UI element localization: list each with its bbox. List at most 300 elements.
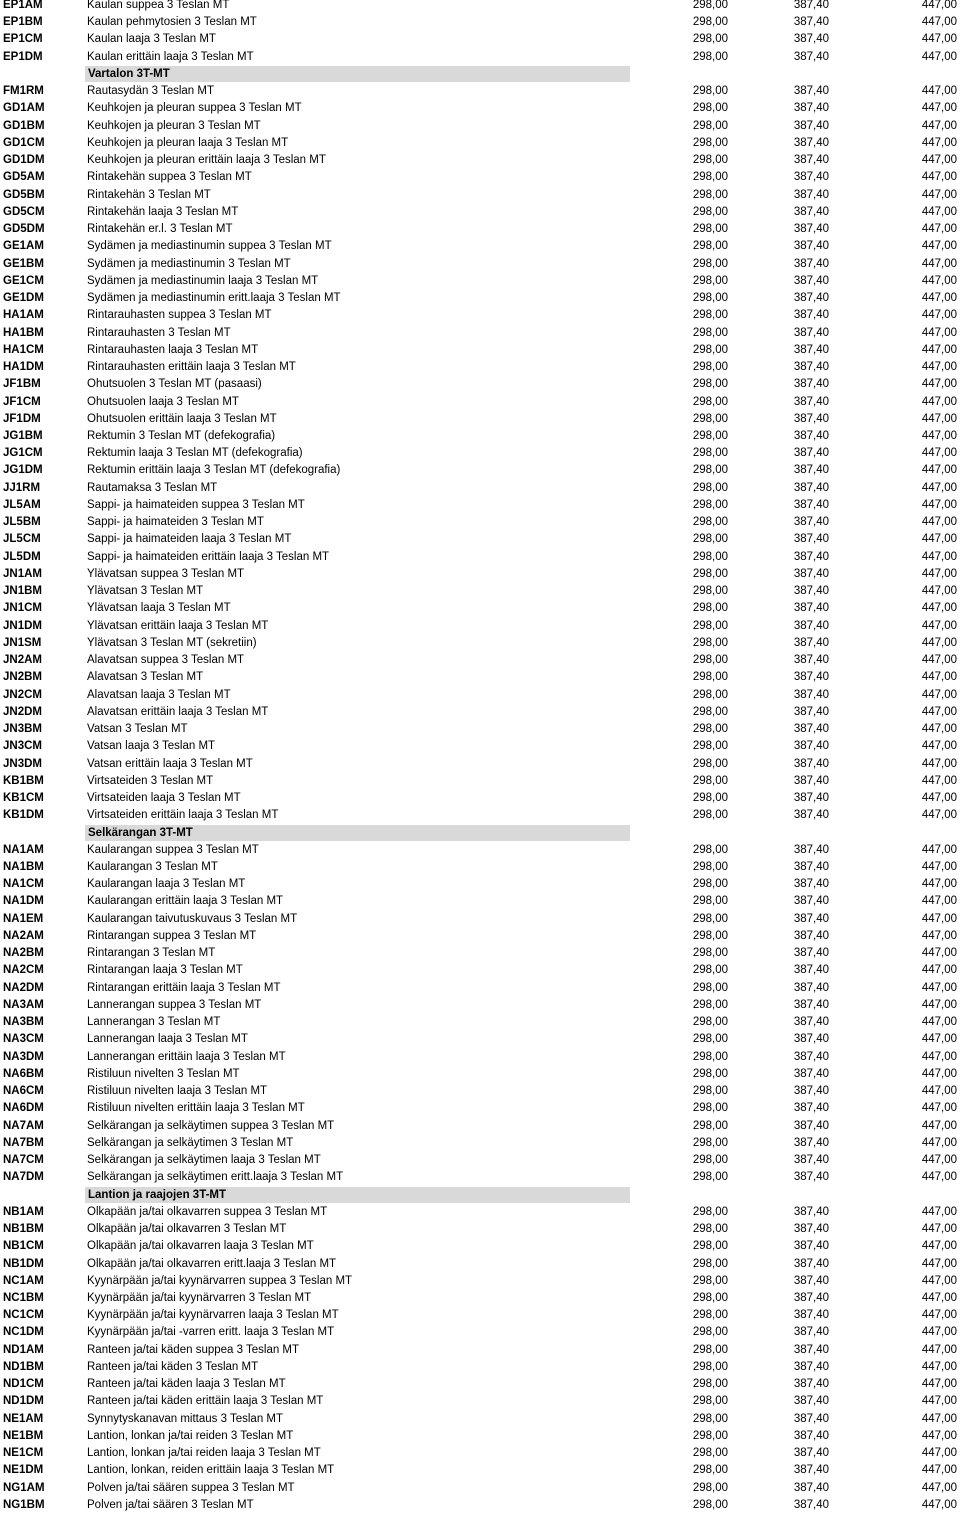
- row-code: JF1BM: [3, 378, 41, 391]
- price-3: 447,00: [921, 585, 957, 598]
- table-row: [0, 1169, 960, 1186]
- price-3: 447,00: [921, 292, 957, 305]
- price-2: 387,40: [793, 378, 829, 391]
- table-row: [0, 704, 960, 721]
- row-code: JN2AM: [3, 654, 42, 667]
- price-1: 298,00: [692, 1343, 728, 1356]
- table-row: [0, 1359, 960, 1376]
- row-description: Rintarauhasten laaja 3 Teslan MT: [87, 343, 259, 356]
- price-3: 447,00: [921, 688, 957, 701]
- price-2: 387,40: [793, 326, 829, 339]
- price-2: 387,40: [793, 1481, 829, 1494]
- price-1: 298,00: [692, 85, 728, 98]
- price-3: 447,00: [921, 998, 957, 1011]
- price-1: 298,00: [692, 636, 728, 649]
- row-description: Kaulan pehmytosien 3 Teslan MT: [87, 16, 257, 29]
- row-code: NA3BM: [3, 1016, 44, 1029]
- row-description: Virtsateiden 3 Teslan MT: [87, 774, 214, 787]
- price-3: 447,00: [921, 654, 957, 667]
- price-1: 298,00: [692, 912, 728, 925]
- price-1: 298,00: [692, 1223, 728, 1236]
- price-1: 298,00: [692, 1360, 728, 1373]
- row-code: JN1CM: [3, 602, 42, 615]
- row-code: JN3BM: [3, 723, 42, 736]
- price-2: 387,40: [793, 1464, 829, 1477]
- row-code: NA2BM: [3, 947, 44, 960]
- price-2: 387,40: [793, 929, 829, 942]
- row-description: Alavatsan 3 Teslan MT: [87, 671, 204, 684]
- row-description: Sappi- ja haimateiden erittäin laaja 3 Teslan MT: [87, 550, 330, 563]
- table-row: [0, 1049, 960, 1066]
- price-2: 387,40: [793, 171, 829, 184]
- table-row: [0, 290, 960, 307]
- price-1: 298,00: [692, 102, 728, 115]
- row-description: Vatsan 3 Teslan MT: [87, 723, 188, 736]
- row-description: Keuhkojen ja pleuran erittäin laaja 3 Teslan MT: [87, 154, 326, 167]
- price-3: 447,00: [921, 309, 957, 322]
- price-2: 387,40: [793, 188, 829, 201]
- price-1: 298,00: [692, 136, 728, 149]
- table-row: [0, 531, 960, 548]
- table-row: [0, 135, 960, 152]
- row-description: Selkärangan ja selkäytimen eritt.laaja 3 Teslan MT: [87, 1171, 344, 1184]
- price-3: 447,00: [921, 1016, 957, 1029]
- row-code: NA1AM: [3, 843, 44, 856]
- row-description: Ristiluun nivelten 3 Teslan MT: [87, 1067, 240, 1080]
- row-code: JJ1RM: [3, 481, 41, 494]
- row-description: Selkärangan ja selkäytimen suppea 3 Teslan MT: [87, 1119, 335, 1132]
- row-description: Kyynärpään ja/tai kyynärvarren 3 Teslan MT: [87, 1292, 312, 1304]
- row-code: NB1DM: [3, 1257, 44, 1270]
- row-code: NA1BM: [3, 861, 44, 873]
- table-row: [0, 1411, 960, 1428]
- row-code: JL5DM: [3, 550, 41, 563]
- price-2: 387,40: [793, 1085, 829, 1098]
- row-description: Synnytyskanavan mittaus 3 Teslan MT: [87, 1412, 284, 1425]
- price-2: 387,40: [793, 740, 829, 753]
- row-code: GD1BM: [3, 119, 45, 132]
- row-description: Rautamaksa 3 Teslan MT: [87, 481, 218, 494]
- section-header: Lantion ja raajojen 3T-MT: [85, 1187, 630, 1203]
- row-description: Kyynärpään ja/tai kyynärvarren laaja 3 Teslan MT: [87, 1309, 339, 1322]
- row-description: Alavatsan suppea 3 Teslan MT: [87, 654, 245, 667]
- row-code: GD5CM: [3, 205, 45, 218]
- row-code: EP1AM: [3, 0, 43, 11]
- price-3: 447,00: [921, 447, 957, 460]
- table-row: [0, 1083, 960, 1100]
- table-row: [0, 566, 960, 583]
- table-row: [0, 583, 960, 600]
- row-code: KB1CM: [3, 792, 44, 805]
- price-3: 447,00: [921, 705, 957, 718]
- price-2: 387,40: [793, 50, 829, 63]
- row-code: NA1DM: [3, 895, 44, 908]
- price-1: 298,00: [692, 464, 728, 477]
- price-1: 298,00: [692, 257, 728, 270]
- row-description: Ylävatsan 3 Teslan MT (sekretiin): [87, 636, 257, 649]
- price-2: 387,40: [793, 809, 829, 822]
- row-code: JL5BM: [3, 516, 41, 529]
- price-2: 387,40: [793, 309, 829, 322]
- price-3: 447,00: [921, 1309, 957, 1322]
- price-3: 447,00: [921, 395, 957, 408]
- row-description: Virtsateiden erittäin laaja 3 Teslan MT: [87, 809, 279, 822]
- price-1: 298,00: [692, 619, 728, 632]
- price-2: 387,40: [793, 636, 829, 649]
- table-row: [0, 790, 960, 807]
- row-code: JG1CM: [3, 447, 43, 460]
- row-description: Ylävatsan laaja 3 Teslan MT: [87, 602, 231, 615]
- price-3: 447,00: [921, 1429, 957, 1442]
- price-2: 387,40: [793, 878, 829, 891]
- row-description: Rektumin erittäin laaja 3 Teslan MT (defekografia): [87, 464, 341, 477]
- table-row: [0, 687, 960, 704]
- price-1: 298,00: [692, 1498, 728, 1511]
- price-2: 387,40: [793, 1292, 829, 1304]
- row-code: NB1AM: [3, 1205, 44, 1218]
- price-1: 298,00: [692, 1136, 728, 1149]
- price-3: 447,00: [921, 85, 957, 98]
- row-code: NA7AM: [3, 1119, 44, 1132]
- row-code: JN2CM: [3, 688, 42, 701]
- price-2: 387,40: [793, 1498, 829, 1511]
- section-header: Selkärangan 3T-MT: [85, 825, 630, 841]
- price-2: 387,40: [793, 119, 829, 132]
- price-2: 387,40: [793, 1257, 829, 1270]
- row-code: NE1AM: [3, 1412, 44, 1425]
- price-3: 447,00: [921, 430, 957, 442]
- price-1: 298,00: [692, 1378, 728, 1391]
- price-2: 387,40: [793, 1447, 829, 1460]
- price-1: 298,00: [692, 223, 728, 236]
- row-code: JN3CM: [3, 740, 42, 753]
- table-row: [0, 1152, 960, 1169]
- table-row: [0, 359, 960, 376]
- table-row: [0, 1221, 960, 1238]
- price-2: 387,40: [793, 895, 829, 908]
- price-1: 298,00: [692, 1119, 728, 1132]
- price-2: 387,40: [793, 1360, 829, 1373]
- row-description: Kaulan suppea 3 Teslan MT: [87, 0, 230, 11]
- table-row: [0, 1376, 960, 1393]
- row-description: Kaularangan laaja 3 Teslan MT: [87, 878, 246, 891]
- table-row: [0, 1031, 960, 1048]
- price-3: 447,00: [921, 378, 957, 391]
- price-3: 447,00: [921, 1326, 957, 1339]
- table-row: [0, 445, 960, 462]
- row-description: Sydämen ja mediastinumin eritt.laaja 3 Teslan MT: [87, 292, 341, 305]
- price-2: 387,40: [793, 705, 829, 718]
- price-3: 447,00: [921, 274, 957, 287]
- price-3: 447,00: [921, 498, 957, 511]
- table-row: [0, 49, 960, 66]
- row-code: GD5BM: [3, 188, 45, 201]
- row-code: NG1BM: [3, 1498, 45, 1511]
- price-3: 447,00: [921, 1223, 957, 1236]
- row-description: Kaularangan taivutuskuvaus 3 Teslan MT: [87, 912, 298, 925]
- row-description: Kyynärpään ja/tai kyynärvarren suppea 3 Teslan MT: [87, 1274, 353, 1287]
- price-3: 447,00: [921, 1171, 957, 1184]
- price-2: 387,40: [793, 205, 829, 218]
- price-2: 387,40: [793, 947, 829, 960]
- price-1: 298,00: [692, 705, 728, 718]
- price-3: 447,00: [921, 533, 957, 546]
- price-2: 387,40: [793, 85, 829, 98]
- row-description: Ohutsuolen laaja 3 Teslan MT: [87, 395, 239, 408]
- table-row: [0, 497, 960, 514]
- price-1: 298,00: [692, 1240, 728, 1253]
- row-description: Rintakehän 3 Teslan MT: [87, 188, 211, 201]
- row-description: Ranteen ja/tai käden erittäin laaja 3 Teslan MT: [87, 1395, 324, 1408]
- table-row: [0, 273, 960, 290]
- table-row: [0, 376, 960, 393]
- row-description: Lannerangan laaja 3 Teslan MT: [87, 1033, 248, 1046]
- price-1: 298,00: [692, 1085, 728, 1098]
- price-3: 447,00: [921, 1085, 957, 1098]
- price-1: 298,00: [692, 1171, 728, 1184]
- row-description: Lantion, lonkan, reiden erittäin laaja 3 Teslan MT: [87, 1464, 335, 1477]
- price-3: 447,00: [921, 136, 957, 149]
- table-row: [0, 669, 960, 686]
- price-1: 298,00: [692, 171, 728, 184]
- price-2: 387,40: [793, 395, 829, 408]
- price-3: 447,00: [921, 516, 957, 529]
- row-description: Ohutsuolen erittäin laaja 3 Teslan MT: [87, 412, 277, 425]
- price-2: 387,40: [793, 1136, 829, 1149]
- price-3: 447,00: [921, 1102, 957, 1115]
- price-2: 387,40: [793, 1119, 829, 1132]
- price-1: 298,00: [692, 998, 728, 1011]
- row-code: HA1BM: [3, 326, 44, 339]
- table-row: [0, 14, 960, 31]
- price-3: 447,00: [921, 464, 957, 477]
- price-2: 387,40: [793, 567, 829, 580]
- table-row: [0, 1273, 960, 1290]
- price-2: 387,40: [793, 412, 829, 425]
- table-row: [0, 773, 960, 790]
- price-1: 298,00: [692, 205, 728, 218]
- table-row: [0, 1290, 960, 1307]
- price-3: 447,00: [921, 343, 957, 356]
- row-code: ND1AM: [3, 1343, 44, 1356]
- row-description: Alavatsan laaja 3 Teslan MT: [87, 688, 231, 701]
- price-1: 298,00: [692, 1447, 728, 1460]
- price-1: 298,00: [692, 533, 728, 546]
- row-description: Olkapään ja/tai olkavarren eritt.laaja 3 Teslan MT: [87, 1257, 337, 1270]
- price-2: 387,40: [793, 1429, 829, 1442]
- table-row: [0, 169, 960, 186]
- row-description: Lannerangan 3 Teslan MT: [87, 1016, 221, 1029]
- table-row: [0, 1014, 960, 1031]
- table-row: [0, 1238, 960, 1255]
- price-3: 447,00: [921, 0, 957, 11]
- row-description: Lannerangan erittäin laaja 3 Teslan MT: [87, 1050, 286, 1063]
- price-1: 298,00: [692, 895, 728, 908]
- price-3: 447,00: [921, 1136, 957, 1149]
- price-2: 387,40: [793, 1395, 829, 1408]
- table-row: [0, 911, 960, 928]
- table-row: [0, 1324, 960, 1341]
- price-1: 298,00: [692, 361, 728, 374]
- table-row: [0, 462, 960, 479]
- table-row: [0, 1428, 960, 1445]
- table-row: [0, 549, 960, 566]
- row-code: FM1RM: [3, 85, 44, 98]
- row-code: NA7DM: [3, 1171, 44, 1184]
- price-1: 298,00: [692, 843, 728, 856]
- price-3: 447,00: [921, 895, 957, 908]
- price-2: 387,40: [793, 619, 829, 632]
- price-1: 298,00: [692, 154, 728, 167]
- price-1: 298,00: [692, 947, 728, 960]
- row-code: NA3DM: [3, 1050, 44, 1063]
- row-code: JG1DM: [3, 464, 43, 477]
- table-row: [0, 118, 960, 135]
- price-3: 447,00: [921, 119, 957, 132]
- price-3: 447,00: [921, 361, 957, 374]
- table-row: [0, 807, 960, 824]
- price-3: 447,00: [921, 1154, 957, 1167]
- row-code: NA6DM: [3, 1102, 44, 1115]
- price-2: 387,40: [793, 33, 829, 46]
- row-code: JN1AM: [3, 567, 42, 580]
- row-description: Virtsateiden laaja 3 Teslan MT: [87, 792, 241, 805]
- price-1: 298,00: [692, 481, 728, 494]
- price-3: 447,00: [921, 1292, 957, 1304]
- price-3: 447,00: [921, 1257, 957, 1270]
- price-3: 447,00: [921, 257, 957, 270]
- row-code: JL5AM: [3, 498, 41, 511]
- table-row: [0, 1118, 960, 1135]
- price-1: 298,00: [692, 774, 728, 787]
- price-1: 298,00: [692, 309, 728, 322]
- price-2: 387,40: [793, 1050, 829, 1063]
- price-1: 298,00: [692, 326, 728, 339]
- price-2: 387,40: [793, 1412, 829, 1425]
- price-1: 298,00: [692, 757, 728, 770]
- price-2: 387,40: [793, 1274, 829, 1287]
- table-row: [0, 859, 960, 876]
- row-code: GD5DM: [3, 223, 45, 236]
- price-2: 387,40: [793, 723, 829, 736]
- row-code: NA1CM: [3, 878, 44, 891]
- price-1: 298,00: [692, 1464, 728, 1477]
- row-code: NG1AM: [3, 1481, 45, 1494]
- price-3: 447,00: [921, 223, 957, 236]
- row-code: JG1BM: [3, 430, 43, 442]
- price-2: 387,40: [793, 481, 829, 494]
- row-description: Polven ja/tai säären suppea 3 Teslan MT: [87, 1481, 295, 1494]
- row-code: KB1BM: [3, 774, 44, 787]
- table-row: [0, 945, 960, 962]
- row-code: ND1BM: [3, 1360, 44, 1373]
- price-2: 387,40: [793, 1343, 829, 1356]
- row-code: JN3DM: [3, 757, 42, 770]
- row-description: Vatsan erittäin laaja 3 Teslan MT: [87, 757, 253, 770]
- price-3: 447,00: [921, 636, 957, 649]
- price-3: 447,00: [921, 757, 957, 770]
- price-3: 447,00: [921, 792, 957, 805]
- price-1: 298,00: [692, 567, 728, 580]
- price-3: 447,00: [921, 171, 957, 184]
- price-3: 447,00: [921, 33, 957, 46]
- price-1: 298,00: [692, 1050, 728, 1063]
- price-3: 447,00: [921, 964, 957, 977]
- row-description: Olkapään ja/tai olkavarren suppea 3 Teslan MT: [87, 1205, 328, 1218]
- table-row: [0, 0, 960, 14]
- row-description: Rintakehän er.l. 3 Teslan MT: [87, 223, 233, 236]
- price-3: 447,00: [921, 843, 957, 856]
- price-3: 447,00: [921, 602, 957, 615]
- row-description: Kaularangan suppea 3 Teslan MT: [87, 843, 259, 856]
- row-description: Lantion, lonkan ja/tai reiden 3 Teslan MT: [87, 1429, 294, 1442]
- price-1: 298,00: [692, 792, 728, 805]
- price-1: 298,00: [692, 1205, 728, 1218]
- price-3: 447,00: [921, 1481, 957, 1494]
- price-2: 387,40: [793, 292, 829, 305]
- row-code: ND1CM: [3, 1378, 44, 1391]
- row-code: NE1BM: [3, 1429, 44, 1442]
- table-row: [0, 756, 960, 773]
- price-1: 298,00: [692, 33, 728, 46]
- table-row: [0, 876, 960, 893]
- price-3: 447,00: [921, 412, 957, 425]
- price-1: 298,00: [692, 343, 728, 356]
- row-description: Rintarauhasten 3 Teslan MT: [87, 326, 231, 339]
- row-code: NA2DM: [3, 981, 44, 994]
- price-1: 298,00: [692, 550, 728, 563]
- price-3: 447,00: [921, 567, 957, 580]
- table-row: [0, 1445, 960, 1462]
- row-code: JN1SM: [3, 636, 42, 649]
- table-row: [0, 238, 960, 255]
- price-2: 387,40: [793, 1154, 829, 1167]
- price-1: 298,00: [692, 0, 728, 11]
- row-code: GE1DM: [3, 292, 44, 305]
- price-2: 387,40: [793, 1171, 829, 1184]
- price-1: 298,00: [692, 809, 728, 822]
- price-2: 387,40: [793, 343, 829, 356]
- row-description: Polven ja/tai säären 3 Teslan MT: [87, 1498, 254, 1511]
- price-1: 298,00: [692, 723, 728, 736]
- table-row: [0, 635, 960, 652]
- price-1: 298,00: [692, 1309, 728, 1322]
- price-2: 387,40: [793, 498, 829, 511]
- row-description: Kaularangan 3 Teslan MT: [87, 861, 218, 873]
- price-3: 447,00: [921, 102, 957, 115]
- table-row: [0, 342, 960, 359]
- row-code: NE1DM: [3, 1464, 44, 1477]
- row-description: Ranteen ja/tai käden laaja 3 Teslan MT: [87, 1378, 286, 1391]
- row-description: Ranteen ja/tai käden suppea 3 Teslan MT: [87, 1343, 300, 1356]
- row-description: Kaulan erittäin laaja 3 Teslan MT: [87, 50, 254, 63]
- price-3: 447,00: [921, 1412, 957, 1425]
- price-2: 387,40: [793, 274, 829, 287]
- price-1: 298,00: [692, 412, 728, 425]
- row-code: GE1BM: [3, 257, 44, 270]
- price-2: 387,40: [793, 912, 829, 925]
- price-1: 298,00: [692, 188, 728, 201]
- price-1: 298,00: [692, 1481, 728, 1494]
- price-3: 447,00: [921, 188, 957, 201]
- row-description: Ranteen ja/tai käden 3 Teslan MT: [87, 1360, 259, 1373]
- price-2: 387,40: [793, 240, 829, 253]
- row-description: Ylävatsan suppea 3 Teslan MT: [87, 567, 245, 580]
- price-2: 387,40: [793, 1378, 829, 1391]
- price-3: 447,00: [921, 1033, 957, 1046]
- row-description: Rintarangan laaja 3 Teslan MT: [87, 964, 243, 977]
- table-row: [0, 152, 960, 169]
